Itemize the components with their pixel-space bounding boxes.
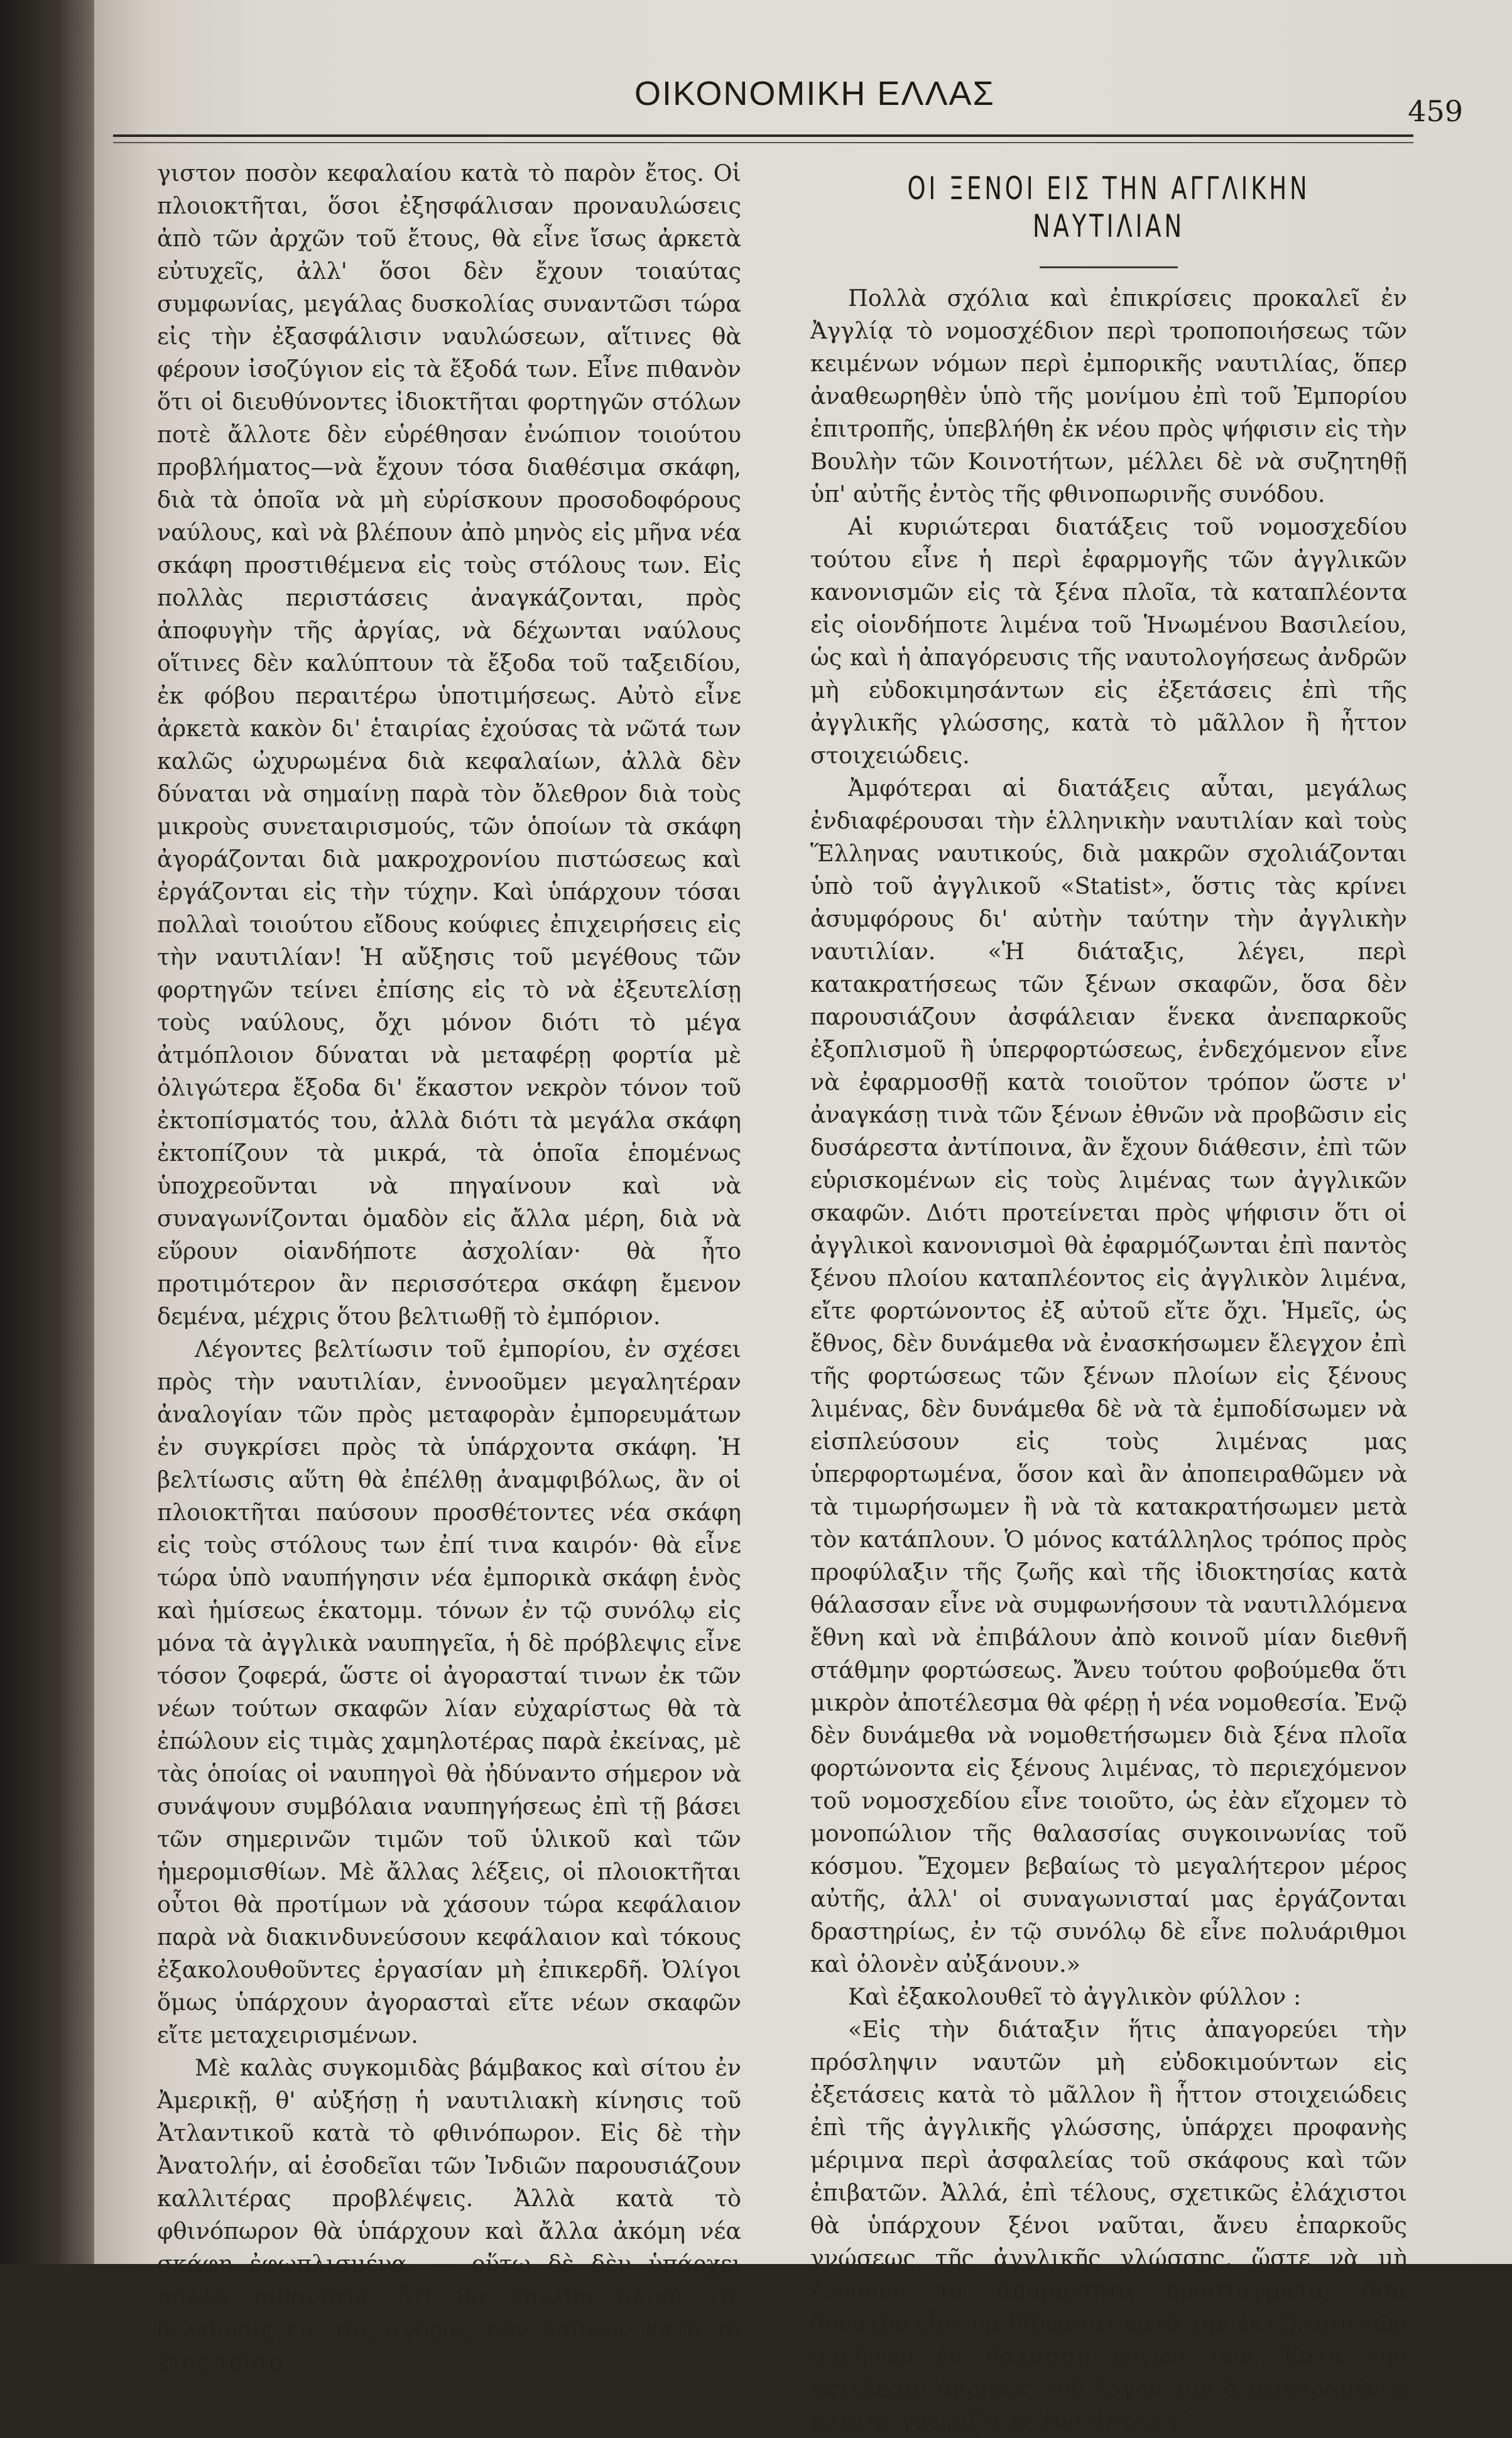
left-column (157, 157, 741, 2378)
header-rule (113, 134, 1413, 137)
left-paragraph-3: Μὲ καλὰς συγκομιδὰς βάμβακος καὶ σίτου ἐν Ἀμερικῇ, θ' αὐξήσῃ ἡ ναυτιλιακὴ κίνησις τοῦ Ἀτλαντικοῦ κατὰ τὸ φθινόπωρον. Εἰς δὲ τὴν Ἀνατολήν, αἱ ἐσοδεῖαι τῶν Ἰνδιῶν παρουσιάζουν καλλιτέρας προβλέψεις. Ἀλλὰ κατὰ τὸ φθινόπωρον θὰ ὑπάρχουν καὶ ἄλλα ἀκόμη νέα σκάφη ἐφωπλισμένα, — οὕτω δὲ δὲν ὑπάρχει πολλὴ πιθανότης ὅτι θὰ ἐπέλθῃ ὑλικὴ τις βελτίωσις εἰς τὰς ἀγορὰς τῶν ναύλων κατὰ τὸ ἔτος τοῦτο. (157, 2054, 741, 2375)
right-paragraph-5: «Εἰς τὴν διάταξιν ἥτις ἀπαγορεύει τὴν πρόσληψιν ναυτῶν μὴ εὐδοκιμούντων εἰς ἐξετάσεις κατὰ τὸ μᾶλλον ἢ ἧττον στοιχειώδεις ἐπὶ τῆς ἀγγλικῆς γλώσσης, ὑπάρχει προφανὴς μέριμνα περὶ ἀσφαλείας τοῦ σκάφους καὶ τῶν ἐπιβατῶν. Ἀλλά, ἐπὶ τέλους, σχετικῶς ἐλάχιστοι θὰ ὑπάρχουν ξένοι ναῦται, ἄνευ ἐπαρκοῦς γνώσεως τῆς ἀγγλικῆς γλώσσης, ὥστε νὰ μὴ ἐννοοῦν τὰ ἀπαραίτητα προστάγματα, ὅσα δυνατὸν εἶνε νὰ δίδωνται κατὰ τὴν ἐκτέλεσιν τῶν συνήθων ἐν θαλάσσῃ ἔργων των. Κατὰ τὴν ἐκτέλεσιν ἀκριβῶς τοῦ ἔργου του ὁ πεπειραμένος ναύτης γνωρίζει ἐξ ἐνστίκτου τί (810, 2016, 1407, 2435)
right-paragraph-2: Αἱ κυριώτεραι διατάξεις τοῦ νομοσχεδίου τούτου εἶνε ἡ περὶ ἐφαρμογῆς τῶν ἀγγλικῶν κανονισμῶν εἰς τὰ ξένα πλοῖα, τὰ καταπλέοντα εἰς οἱονδήποτε λιμένα τοῦ Ἡνωμένου Βασιλείου, ὡς καὶ ἡ ἀπαγόρευσις τῆς ναυτολογήσεως ἀνδρῶν μὴ εὐδοκιμησάντων εἰς ἐξετάσεις ἐπὶ τῆς ἀγγλικῆς γλώσσης, κατὰ τὸ μᾶλλον ἢ ἧττον στοιχειώδεις. (810, 513, 1407, 769)
title-rule (1040, 266, 1178, 268)
right-paragraph-1: Πολλὰ σχόλια καὶ ἐπικρίσεις προκαλεῖ ἐν Ἀγγλίᾳ τὸ νομοσχέδιον περὶ τροποποιήσεως τῶν κειμένων νόμων περὶ ἐμπορικῆς ναυτιλίας, ὅπερ ἀναθεωρηθὲν ὑπὸ τῆς μονίμου ἐπὶ τοῦ Ἐμπορίου ἐπιτροπῆς, ὑπεβλήθη ἐκ νέου πρὸς ψήφισιν εἰς τὴν Βουλὴν τῶν Κοινοτήτων, μέλλει δὲ νὰ συζητηθῇ ὑπ' αὐτῆς ἐντὸς τῆς φθινοπωρινῆς συνόδου. (810, 285, 1407, 508)
left-paragraph-2: Λέγοντες βελτίωσιν τοῦ ἐμπορίου, ἐν σχέσει πρὸς τὴν ναυτιλίαν, ἐννοοῦμεν μεγαλητέραν ἀναλογίαν τῶν πρὸς μεταφορὰν ἐμπορευμάτων ἐν συγκρίσει πρὸς τὰ ὑπάρχοντα σκάφη. Ἡ βελτίωσις αὕτη θὰ ἐπέλθῃ ἀναμφιβόλως, ἂν οἱ πλοιοκτῆται παύσουν προσθέτοντες νέα σκάφη εἰς τοὺς στόλους των ἐπί τινα καιρόν· θὰ εἶνε τώρα ὑπὸ ναυπήγησιν νέα ἐμπορικὰ σκάφη ἑνὸς καὶ ἡμίσεως ἑκατομμ. τόνων ἐν τῷ συνόλῳ εἰς μόνα τὰ ἀγγλικὰ ναυπηγεῖα, ἡ δὲ πρόβλεψις εἶνε τόσον ζοφερά, ὥστε οἱ ἀγορασταί τινων ἐκ τῶν νέων τούτων σκαφῶν λίαν εὐχαρίστως θὰ τὰ ἐπώλουν εἰς τιμὰς χαμηλοτέρας παρὰ ἐκείνας, μὲ τὰς ὁποίας οἱ ναυπηγοὶ θὰ ἠδύναντο σήμερον νὰ συνάψουν συμβόλαια ναυπηγήσεως ἐπὶ τῇ βάσει τῶν σημερινῶν τιμῶν τοῦ ὑλικοῦ καὶ τῶν ἡμερομισθίων. Μὲ ἄλλας λέξεις, οἱ πλοιοκτῆται οὗτοι θὰ προτίμων νὰ χάσουν τώρα κεφάλαιον παρὰ νὰ διακινδυνεύσουν κεφάλαιον καὶ τόκους ἐξακολουθοῦντες ἐργασίαν μὴ ἐπικερδῆ. Ὀλίγοι ὅμως ὑπάρχουν ἀγορασταὶ εἴτε νέων σκαφῶν εἴτε μεταχειρισμένων. (157, 1336, 741, 2049)
header-rule-thin (113, 142, 1413, 143)
running-head: ΟΙΚΟΝΟΜΙΚΗ ΕΛΛΑΣ (634, 75, 995, 112)
page-number: 459 (1408, 94, 1463, 128)
left-paragraph-1: γιστον ποσὸν κεφαλαίου κατὰ τὸ παρὸν ἔτος. Οἱ πλοιοκτῆται, ὅσοι ἐξησφάλισαν προναυλώσεις ἀπὸ τῶν ἀρχῶν τοῦ ἔτους, θὰ εἶνε ἴσως ἀρκετὰ εὐτυχεῖς, ἀλλ' ὅσοι δὲν ἔχουν τοιαύτας συμφωνίας, μεγάλας δυσκολίας συναντῶσι τώρα εἰς τὴν ἐξασφάλισιν ναυλώσεων, αἵτινες θὰ φέρουν ἰσοζύγιον εἰς τὰ ἔξοδά των. Εἶνε πιθανὸν ὅτι οἱ διευθύνοντες ἰδιοκτῆται φορτηγῶν στόλων ποτὲ ἄλλοτε δὲν εὑρέθησαν ἐνώπιον τοιούτου προβλήματος—νὰ ἔχουν τόσα διαθέσιμα σκάφη, διὰ τὰ ὁποῖα νὰ μὴ εὑρίσκουν προσοδοφόρους ναύλους, καὶ νὰ βλέπουν ἀπὸ μηνὸς εἰς μῆνα νέα σκάφη προστιθέμενα εἰς τοὺς στόλους των. Εἰς πολλὰς περιστάσεις ἀναγκάζονται, πρὸς ἀποφυγὴν τῆς ἀργίας, νὰ δέχωνται ναύλους οἵτινες δὲν καλύπτουν τὰ ἔξοδα τοῦ ταξειδίου, ἐκ φόβου περαιτέρω ὑποτιμήσεως. Αὐτὸ εἶνε ἀρκετὰ κακὸν δι' ἑταιρίας ἐχούσας τὰ νῶτά των καλῶς ὠχυρωμένα διὰ κεφαλαίων, ἀλλὰ δὲν δύναται νὰ σημαίνῃ παρὰ τὸν ὄλεθρον διὰ τοὺς μικροὺς συνεταιρισμούς, τῶν ὁποίων τὰ σκάφη ἀγοράζονται διὰ μακροχρονίου πιστώσεως καὶ ἐργάζονται εἰς τὴν τύχην. Καὶ ὑπάρχουν τόσαι πολλαὶ τοιούτου εἴδους κούφιες ἐπιχειρήσεις εἰς τὴν ναυτιλίαν! Ἡ αὔξησις τοῦ μεγέθους τῶν φορτηγῶν τείνει ἐπίσης εἰς τὸ νὰ ἐξευτελίσῃ τοὺς ναύλους, ὄχι μόνον διότι τὸ μέγα ἀτμόπλοιον δύναται νὰ μεταφέρῃ φορτία μὲ ὀλιγώτερα ἔξοδα δι' ἕκαστον νεκρὸν τόνον τοῦ ἐκτοπίσματός του, ἀλλὰ διότι τὰ μεγάλα σκάφη ἐκτοπίζουν τὰ μικρά, τὰ ὁποῖα ἑπομένως ὑποχρεοῦνται νὰ πηγαίνουν καὶ νὰ συναγωνίζονται ὁμαδὸν εἰς ἄλλα μέρη, διὰ νὰ εὕρουν οἱανδήποτε ἀσχολίαν· θὰ ἦτο προτιμότερον ἂν περισσότερα σκάφη ἔμενον δεμένα, μέχρις ὅτου βελτιωθῇ τὸ ἐμπόριον. (157, 160, 741, 1330)
article-title: ΟΙ ΞΕΝΟΙ ΕΙΣ ΤΗΝ ΑΓΓΛΙΚΗΝ ΝΑΥΤΙΛΙΑΝ (907, 170, 1310, 244)
right-column (810, 170, 1407, 2438)
right-paragraph-4: Καὶ ἐξακολουθεῖ τὸ ἀγγλικὸν φύλλον : (848, 1983, 1302, 2010)
scan-binding-shadow (0, 0, 107, 2264)
right-paragraph-3: Ἀμφότεραι αἱ διατάξεις αὗται, μεγάλως ἐνδιαφέρουσαι τὴν ἑλληνικὴν ναυτιλίαν καὶ τοὺς Ἕλληνας ναυτικούς, διὰ μακρῶν σχολιάζονται ὑπὸ τοῦ ἀγγλικοῦ «Statist», ὅστις τὰς κρίνει ἀσυμφόρους δι' αὐτὴν ταύτην τὴν ἀγγλικὴν ναυτιλίαν. «Ἡ διάταξις, λέγει, περὶ κατακρατήσεως τῶν ξένων σκαφῶν, ὅσα δὲν παρουσιάζουν ἀσφάλειαν ἕνεκα ἀνεπαρκοῦς ἐξοπλισμοῦ ἢ ὑπερφορτώσεως, ἐνδεχόμενον εἶνε νὰ ἐφαρμοσθῇ κατὰ τοιοῦτον τρόπον ὥστε ν' ἀναγκάσῃ τινὰ τῶν ξένων ἐθνῶν νὰ προβῶσιν εἰς δυσάρεστα ἀντίποινα, ἂν ἔχουν διάθεσιν, ἐπὶ τῶν εὑρισκομένων εἰς τοὺς λιμένας των ἀγγλικῶν σκαφῶν. Διότι προτείνεται πρὸς ψήφισιν ὅτι οἱ ἀγγλικοὶ κανονισμοὶ θὰ ἐφαρμόζωνται ἐπὶ παντὸς ξένου πλοίου καταπλέοντος εἰς ἀγγλικὸν λιμένα, εἴτε φορτώνοντος ἐξ αὐτοῦ εἴτε ὄχι. Ἡμεῖς, ὡς ἔθνος, δὲν δυνάμεθα νὰ ἐνασκήσωμεν ἔλεγχον ἐπὶ τῆς φορτώσεως τῶν ξένων πλοίων εἰς ξένους λιμένας, δὲν δυνάμεθα δὲ νὰ τὰ ἐμποδίσωμεν νὰ εἰσπλεύσουν εἰς τοὺς λιμένας μας ὑπερφορτωμένα, ὅσον καὶ ἂν ἀποπειραθῶμεν νὰ τὰ τιμωρήσωμεν ἢ νὰ τὰ κατακρατήσωμεν μετὰ τὸν κατάπλουν. Ὁ μόνος κατάλληλος τρόπος πρὸς προφύλαξιν τῆς ζωῆς καὶ τῆς ἰδιοκτησίας κατὰ θάλασσαν εἶνε νὰ συμφωνήσουν τὰ ναυτιλλόμενα ἔθνη καὶ νὰ ἐπιβάλουν ἀπὸ κοινοῦ μίαν διεθνῆ στάθμην φορτώσεως. Ἄνευ τούτου φοβούμεθα ὅτι μικρὸν ἀποτέλεσμα θὰ φέρῃ ἡ νέα νομοθεσία. Ἐνῷ δὲν δυνάμεθα νὰ νομοθετήσωμεν διὰ ξένα πλοῖα φορτώνοντα εἰς ξένους λιμένας, τὸ περιεχόμενον τοῦ νομοσχεδίου εἶνε τοιοῦτο, ὡς ἐὰν εἴχομεν τὸ μονοπώλιον τῆς θαλασσίας συγκοινωνίας τοῦ κόσμου. Ἔχομεν βεβαίως τὸ μεγαλήτερον μέρος αὐτῆς, ἀλλ' οἱ συναγωνισταί μας ἐργάζονται δραστηρίως, ἐν τῷ συνόλῳ δὲ εἶνε πολυάριθμοι καὶ ὁλονὲν αὐξάνουν.» (810, 775, 1407, 1978)
